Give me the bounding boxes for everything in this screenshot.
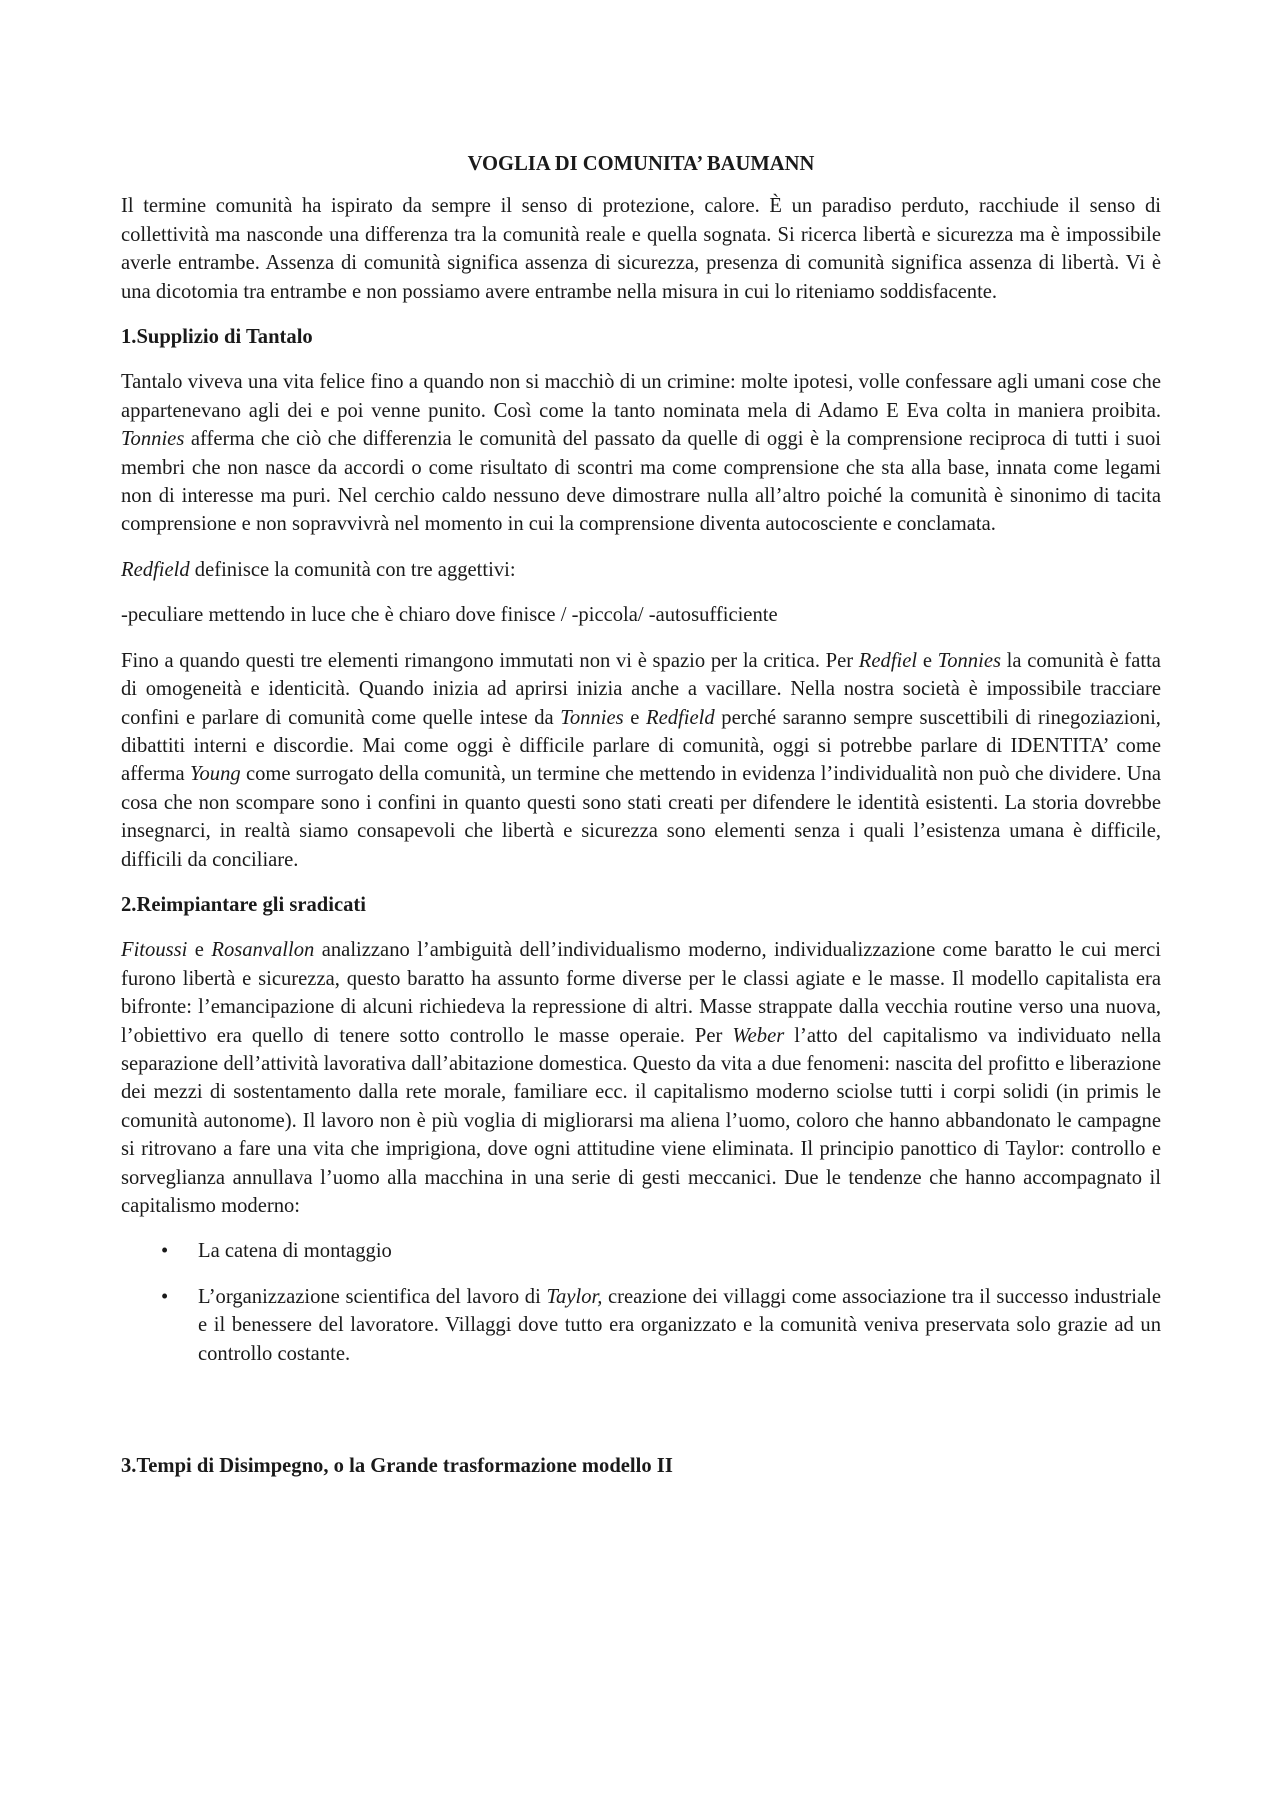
section-1-paragraph-2: Redfield definisce la comunità con tre aggettivi: [121, 558, 516, 581]
author-name: Tonnies [121, 428, 185, 451]
author-name: Tonnies [937, 649, 1001, 672]
document-title: VOGLIA DI COMUNITA’ BAUMANN [467, 153, 815, 175]
author-name: Redfield [646, 706, 715, 729]
section-1-paragraph-1: Tantalo viveva una vita felice fino a quando non si macchiò di un crimine: molte ipotesi, volle confessare agli umani cose che appartenevano agli dei e poi venne punito. Così come la tanto nominata mela di Adamo E Eva colta in maniera proibita. Tonnies afferma che ciò che differenzia le comunità del passato da quelle di oggi è la comprensione reciproca di tutti i suoi membri che non nasce da accordi o come risultato di scontri ma come comprensione che sta alla base, innata come legami non di interesse ma puri. Nel cerchio caldo nessuno deve dimostrare nulla all’altro poiché la comunità è sinonimo di tacita comprensione e non sopravvivrà nel momento in cui la comprensione diventa autocosciente e conclamata. [121, 371, 1161, 536]
section-2-heading: 2.Reimpiantare gli sradicati [121, 893, 367, 916]
document-page [121, 150, 1161, 1497]
author-name: Tonnies [560, 706, 624, 729]
list-item: • L’organizzazione scientifica del lavoro di Taylor, creazione dei villaggi come associazione tra il successo industriale e il benessere del lavoratore. Villaggi dove tutto era organizzato e la comunità veniva preservata solo grazie ad un controllo costante. [121, 1283, 1161, 1368]
author-name: Redfield [121, 558, 190, 581]
intro-paragraph: Il termine comunità ha ispirato da sempre il senso di protezione, calore. È un paradiso perduto, racchiude il senso di collettività ma nasconde una differenza tra la comunità reale e quella sognata. Si ricerca libertà e sicurezza ma è impossibile averle entrambe. Assenza di comunità significa assenza di sicurezza, presenza di comunità significa assenza di libertà. Vi è una dicotomia tra entrambe e non possiamo avere entrambe nella misura in cui lo riteniamo soddisfacente. [121, 195, 1161, 303]
author-name: Redfiel [858, 649, 918, 672]
list-item: • La catena di montaggio [121, 1237, 1161, 1265]
bullet-icon: • [161, 1240, 169, 1263]
section-1-heading: 1.Supplizio di Tantalo [121, 326, 313, 349]
bullet-list [121, 1237, 1161, 1368]
bullet-icon: • [161, 1285, 169, 1308]
section-1-paragraph-4: Fino a quando questi tre elementi rimangono immutati non vi è spazio per la critica. Per Redfiel e Tonnies la comunità è fatta di omogeneità e identicità. Quando inizia ad aprirsi inizia anche a vacillare. Nella nostra società è impossibile tracciare confini e parlare di comunità come quelle intese da Tonnies e Redfield perché saranno sempre suscettibili di rinegoziazioni, dibattiti interni e discordie. Mai come oggi è difficile parlare di comunità, oggi si potrebbe parlare di IDENTITA’ come afferma Young come surrogato della comunità, un termine che mettendo in evidenza l’individualità non può che dividere. Una cosa che non scompare sono i confini in quanto questi sono stati creati per difendere le identità esistenti. La storia dovrebbe insegnarci, in realtà siamo consapevoli che libertà e sicurezza sono elementi senza i quali l’esistenza umana è difficile, difficili da conciliare. [121, 649, 1162, 871]
author-name: Fitoussi [121, 939, 188, 962]
section-1-paragraph-3: -peculiare mettendo in luce che è chiaro dove finisce / -piccola/ -autosufficiente [121, 604, 778, 627]
author-name: Taylor, [546, 1285, 603, 1308]
author-name: Young [189, 763, 241, 786]
author-name: Weber [732, 1024, 785, 1047]
author-name: Rosanvallon [211, 939, 315, 962]
section-3-heading: 3.Tempi di Disimpegno, o la Grande trasformazione modello II [121, 1455, 673, 1478]
section-2-paragraph-1: Fitoussi e Rosanvallon analizzano l’ambiguità dell’individualismo moderno, individualizzazione come baratto le cui merci furono libertà e sicurezza, questo baratto ha assunto forme diverse per le classi agiate e le masse. Il modello capitalista era bifronte: l’emancipazione di alcuni richiedeva la repressione di altri. Masse strappate dalla vecchia routine verso una nuova, l’obiettivo era quello di tenere sotto controllo le masse operaie. Per Weber l’atto del capitalismo va individuato nella separazione dell’attività lavorativa dall’abitazione domestica. Questo da vita a due fenomeni: nascita del profitto e liberazione dei mezzi di sostentamento dalla rete morale, familiare ecc. il capitalismo moderno sciolse tutti i corpi solidi (in primis le comunità autonome). Il lavoro non è più voglia di migliorarsi ma aliena l’uomo, coloro che hanno abbandonato le campagne si ritrovano a fare una vita che imprigiona, dove ogni attitudine viene eliminata. Il principio panottico di Taylor: controllo e sorveglianza annullava l’uomo alla macchina in una serie di gesti meccanici. Due le tendenze che hanno accompagnato il capitalismo moderno: [121, 939, 1162, 1217]
